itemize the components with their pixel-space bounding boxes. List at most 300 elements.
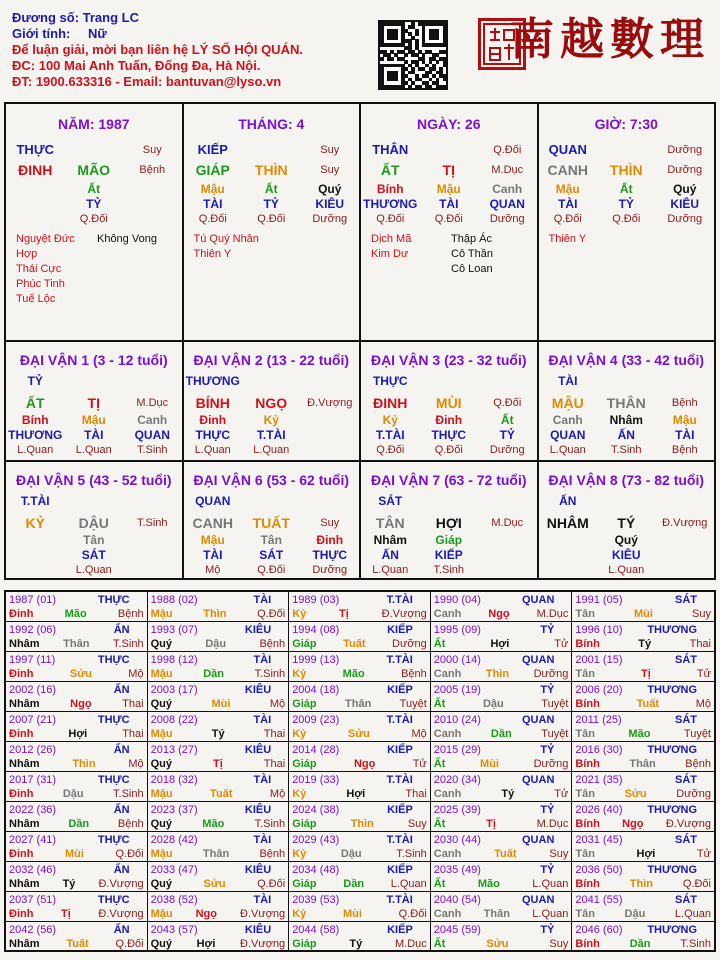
qr-code-icon[interactable] — [378, 20, 448, 90]
hidden-relation — [539, 563, 598, 578]
header-info — [12, 10, 303, 90]
year-phase: T.Sinh — [254, 818, 286, 830]
year-bottom — [292, 697, 427, 711]
hidden-ten-god: THƯƠNG — [363, 197, 418, 211]
dai-van-star-row — [184, 374, 360, 389]
hidden-ten-god: QUAN — [134, 428, 170, 442]
year-ten-god: TÀI — [253, 594, 272, 606]
year-cell[interactable] — [148, 862, 290, 892]
year-stem: Quý — [150, 638, 172, 650]
year-top — [9, 653, 144, 667]
pillar-title: GIỜ: 7:30 — [594, 116, 658, 132]
year-ten-god: QUAN — [522, 594, 555, 606]
year-cell[interactable] — [6, 772, 148, 802]
year-stem: Đinh — [9, 608, 34, 620]
year-top — [292, 833, 427, 847]
hidden-stems — [184, 182, 360, 227]
year-stem: Nhâm — [9, 878, 40, 890]
spacer — [420, 140, 479, 160]
year-phase: Q.Đối — [115, 848, 144, 860]
year-phase: Q.Đối — [257, 878, 286, 890]
year-bottom — [292, 667, 427, 681]
hidden-ten-god: ẤN — [381, 548, 399, 562]
year-stem: Đinh — [9, 848, 34, 860]
year-stem: Ất — [433, 698, 446, 710]
year-cell[interactable] — [6, 832, 148, 862]
year-cell[interactable] — [148, 682, 290, 712]
heavenly-stem: ẤT — [380, 162, 400, 178]
year-cell[interactable] — [431, 802, 573, 832]
year-cell[interactable] — [289, 592, 431, 622]
year-label: 1993 (07) — [150, 624, 198, 636]
hidden-stem: Ất — [500, 413, 514, 427]
year-cell[interactable] — [572, 742, 714, 772]
year-cell[interactable] — [148, 622, 290, 652]
life-phase: Bệnh — [671, 397, 698, 409]
hidden-stem: Kỷ — [382, 413, 398, 427]
year-cell[interactable] — [431, 712, 573, 742]
dai-van-1 — [6, 342, 184, 460]
hidden-stems — [6, 533, 182, 578]
year-branch: Sửu — [203, 878, 226, 890]
year-phase: Thai — [405, 788, 427, 800]
year-stem: Canh — [433, 728, 462, 740]
year-label: 1987 (01) — [9, 594, 57, 606]
year-ten-god: KIẾP — [387, 924, 413, 936]
year-branch: Ngọ — [70, 698, 92, 710]
year-branch: Sửu — [347, 728, 370, 740]
year-stem: Canh — [433, 668, 462, 680]
year-cell[interactable] — [148, 892, 290, 922]
year-stem: Tân — [575, 608, 595, 620]
year-bottom — [292, 847, 427, 861]
year-bottom — [434, 607, 569, 621]
year-label: 2038 (52) — [150, 894, 198, 906]
hidden-stems — [6, 182, 182, 227]
year-cell[interactable] — [572, 682, 714, 712]
hidden-relation: Q.Đối — [198, 213, 227, 225]
pillar-main-row — [361, 160, 537, 180]
year-ten-god: ẤN — [113, 744, 130, 756]
year-stem: Quý — [150, 758, 172, 770]
year-cell[interactable] — [289, 832, 431, 862]
hidden-ten-god: TÀI — [558, 197, 578, 211]
spirit-stars-left — [371, 232, 451, 277]
hidden-stem — [6, 533, 65, 548]
year-cell[interactable] — [289, 802, 431, 832]
life-phase: Đ.Vượng — [307, 397, 353, 409]
hidden-relation — [301, 443, 360, 458]
year-cell[interactable] — [289, 772, 431, 802]
year-label: 2041 (55) — [575, 894, 623, 906]
year-bottom — [434, 697, 569, 711]
year-cell[interactable] — [431, 922, 573, 952]
year-phase: Đ.Vượng — [240, 938, 286, 950]
year-stem: Kỷ — [292, 848, 307, 860]
hidden-relation: L.Quan — [75, 444, 112, 456]
year-cell[interactable] — [289, 712, 431, 742]
hidden-stem: Mậu — [200, 533, 225, 547]
year-cell[interactable] — [6, 592, 148, 622]
year-ten-god: KIẾP — [387, 804, 413, 816]
spacer — [123, 374, 182, 389]
year-cell[interactable] — [431, 892, 573, 922]
year-cell[interactable] — [431, 652, 573, 682]
hidden-ten-god: T.TÀI — [375, 428, 405, 442]
year-branch: Dần — [68, 818, 90, 830]
ten-god-label: THƯƠNG — [185, 374, 240, 388]
year-cell[interactable] — [6, 652, 148, 682]
year-cell[interactable] — [572, 592, 714, 622]
heavenly-stem: CANH — [547, 162, 588, 178]
year-phase: Suy — [549, 848, 569, 860]
hidden-relation: L.Quan — [17, 444, 54, 456]
year-label: 2017 (31) — [9, 774, 57, 786]
year-ten-god: SÁT — [675, 654, 697, 666]
hidden-ten-god: TỶ — [86, 197, 102, 211]
year-bottom — [575, 847, 711, 861]
year-cell[interactable] — [6, 922, 148, 952]
pillar-star-row — [539, 140, 715, 160]
hidden-ten-god: TỶ — [618, 197, 634, 211]
year-bottom — [292, 607, 427, 621]
year-label: 2019 (33) — [292, 774, 340, 786]
year-cell[interactable] — [572, 622, 714, 652]
year-branch: Thân — [63, 638, 90, 650]
year-top — [9, 863, 144, 877]
year-ten-god: ẤN — [113, 804, 130, 816]
year-cell[interactable] — [431, 682, 573, 712]
year-cell[interactable] — [431, 742, 573, 772]
hidden-ten-god: TÀI — [203, 548, 223, 562]
year-cell[interactable] — [6, 682, 148, 712]
year-bottom — [292, 937, 427, 951]
year-top — [292, 593, 427, 607]
earthly-branch: TUẤT — [252, 515, 290, 531]
dai-van-title: ĐẠI VẬN 2 (13 - 22 tuổi) — [193, 352, 350, 368]
spirit-star: Cô Loan — [451, 263, 493, 275]
year-bottom — [434, 907, 569, 921]
dai-van-4 — [539, 342, 715, 460]
year-bottom — [434, 937, 569, 951]
year-cell[interactable] — [289, 742, 431, 772]
hidden-relation: L.Quan — [75, 564, 112, 576]
dai-van-main-row — [6, 513, 182, 533]
year-phase: Suy — [549, 938, 569, 950]
year-cell[interactable] — [289, 862, 431, 892]
year-stem: Bính — [575, 758, 600, 770]
dai-van-star-row — [6, 374, 182, 389]
gender-value: Nữ — [87, 26, 107, 41]
dai-van-row-1 — [6, 342, 714, 462]
hidden-ten-god — [123, 548, 182, 563]
heavenly-stem: ẤT — [25, 395, 45, 411]
year-cell[interactable] — [572, 772, 714, 802]
year-phase: Tử — [696, 668, 711, 680]
year-branch: Tuất — [494, 848, 517, 860]
pillar-star-row — [184, 140, 360, 160]
year-cell[interactable] — [572, 802, 714, 832]
year-label: 2007 (21) — [9, 714, 57, 726]
year-bottom — [9, 907, 144, 921]
spirit-star: Cô Thần — [451, 248, 493, 260]
year-stem: Canh — [433, 908, 462, 920]
year-ten-god: TÀI — [253, 894, 272, 906]
year-stem: Quý — [150, 938, 172, 950]
year-label: 2003 (17) — [150, 684, 198, 696]
year-cell[interactable] — [289, 652, 431, 682]
year-cell[interactable] — [148, 772, 290, 802]
year-cell[interactable] — [572, 892, 714, 922]
year-ten-god: TÀI — [253, 774, 272, 786]
year-label: 2021 (35) — [575, 774, 623, 786]
ten-god-label: TỶ — [27, 374, 43, 388]
year-label: 2030 (44) — [433, 834, 481, 846]
year-top — [434, 623, 569, 637]
year-cell[interactable] — [148, 922, 290, 952]
hidden-stem: Bính — [21, 413, 49, 427]
hidden-ten-god — [6, 197, 65, 212]
spirit-star: Thái Cực — [16, 263, 62, 275]
earthly-branch: THÌN — [254, 162, 288, 178]
year-cell[interactable] — [6, 712, 148, 742]
year-branch: Hợi — [490, 638, 510, 650]
year-ten-god: SÁT — [675, 594, 697, 606]
year-cell[interactable] — [289, 622, 431, 652]
year-cell[interactable] — [148, 592, 290, 622]
year-phase: Bệnh — [259, 848, 286, 860]
spacer — [242, 140, 301, 160]
dai-van-6 — [184, 462, 362, 578]
year-stem: Quý — [150, 818, 172, 830]
dai-van-title: ĐẠI VẬN 6 (53 - 62 tuổi) — [193, 472, 350, 488]
year-cell[interactable] — [572, 652, 714, 682]
year-branch: Dậu — [624, 908, 646, 920]
spirit-stars-right — [629, 232, 709, 247]
spirit-star: Tuế Lộc — [16, 293, 56, 305]
year-branch: Sửu — [486, 938, 509, 950]
year-bottom — [9, 637, 144, 651]
year-bottom — [9, 727, 144, 741]
year-stem: Ất — [433, 818, 446, 830]
year-stem: Giáp — [292, 758, 317, 770]
year-phase: L.Quan — [532, 878, 569, 890]
year-cell[interactable] — [431, 592, 573, 622]
hidden-stem — [539, 533, 598, 548]
year-branch: Dần — [629, 938, 651, 950]
year-phase: Suy — [692, 608, 711, 620]
year-cell[interactable] — [6, 742, 148, 772]
year-bottom — [292, 727, 427, 741]
year-label: 2013 (27) — [150, 744, 198, 756]
year-label: 2039 (53) — [292, 894, 340, 906]
year-ten-god: TÀI — [253, 834, 272, 846]
hidden-relation: Q.Đối — [79, 213, 108, 225]
year-cell[interactable] — [6, 892, 148, 922]
year-stem: Mậu — [150, 608, 173, 620]
spirit-stars — [194, 232, 354, 262]
year-cell[interactable] — [572, 712, 714, 742]
year-bottom — [151, 847, 286, 861]
year-branch: Thân — [629, 758, 656, 770]
year-top — [434, 833, 569, 847]
hidden-stem: Canh — [552, 413, 583, 427]
year-top — [151, 653, 286, 667]
year-branch: Tý — [211, 728, 225, 740]
year-cell[interactable] — [431, 622, 573, 652]
year-top — [292, 893, 427, 907]
spirit-star: Thiên Y — [548, 233, 587, 245]
year-top — [292, 773, 427, 787]
year-branch: Thìn — [629, 878, 653, 890]
hidden-ten-god — [301, 428, 360, 443]
hidden-stem: Ất — [87, 182, 101, 196]
dai-van-5 — [6, 462, 184, 578]
year-cell[interactable] — [148, 652, 290, 682]
spacer — [65, 374, 124, 389]
spacer — [65, 494, 124, 509]
year-bottom — [9, 817, 144, 831]
hidden-stem: Canh — [492, 182, 523, 196]
year-stem: Kỷ — [292, 788, 307, 800]
year-bottom — [575, 667, 711, 681]
year-phase: M.Dục — [536, 608, 569, 620]
year-ten-god: TỶ — [540, 924, 555, 936]
hidden-relation — [6, 212, 65, 227]
spacer — [597, 494, 656, 509]
year-bottom — [575, 907, 711, 921]
year-cell[interactable] — [431, 832, 573, 862]
hidden-stem — [478, 533, 537, 548]
year-label: 1998 (12) — [150, 654, 198, 666]
heavenly-stem: MẬU — [551, 395, 584, 411]
year-stem: Nhâm — [9, 638, 40, 650]
year-cell[interactable] — [148, 742, 290, 772]
earthly-branch: HỢI — [435, 515, 462, 531]
spirit-star: Tú Quý Nhân — [193, 233, 259, 245]
year-phase: Thai — [263, 758, 286, 770]
hidden-stems — [361, 533, 537, 578]
year-phase: Mộ — [269, 788, 286, 800]
year-stem: Đinh — [9, 908, 34, 920]
year-ten-god: QUAN — [522, 714, 555, 726]
year-phase: T.Sinh — [680, 938, 711, 950]
year-bottom — [292, 637, 427, 651]
year-label: 2026 (40) — [575, 804, 623, 816]
brand-calligraphy-logo: 南越數理 — [510, 14, 710, 65]
year-cell[interactable] — [6, 802, 148, 832]
pillar-star-row — [361, 140, 537, 160]
year-cell[interactable] — [289, 892, 431, 922]
year-stem: Giáp — [292, 878, 317, 890]
year-phase: Thai — [122, 698, 144, 710]
year-top — [151, 803, 286, 817]
year-label: 2029 (43) — [292, 834, 340, 846]
year-cell[interactable] — [289, 922, 431, 952]
year-phase: Bệnh — [259, 638, 286, 650]
earthly-branch: MÃO — [77, 162, 111, 178]
year-ten-god: TỶ — [540, 804, 555, 816]
hidden-relation: Dưỡng — [312, 564, 348, 576]
year-cell[interactable] — [148, 712, 290, 742]
year-cell[interactable] — [431, 862, 573, 892]
year-cell[interactable] — [572, 922, 714, 952]
year-cell[interactable] — [6, 622, 148, 652]
year-cell[interactable] — [572, 862, 714, 892]
year-stem: Ất — [433, 878, 446, 890]
year-ten-god: THỰC — [97, 894, 130, 906]
hidden-ten-god: KIÊU — [670, 197, 700, 211]
year-top — [575, 863, 711, 877]
year-label: 2023 (37) — [150, 804, 198, 816]
hidden-ten-god: TÀI — [675, 428, 695, 442]
year-branch: Hợi — [196, 938, 216, 950]
year-phase: Tử — [554, 788, 569, 800]
earthly-branch: TỊ — [87, 395, 100, 411]
year-label: 2002 (16) — [9, 684, 57, 696]
year-stem: Kỷ — [292, 728, 307, 740]
ten-god-label: KIẾP — [197, 142, 228, 157]
ten-god-label: THÂN — [372, 142, 409, 157]
year-phase: Đ.Vượng — [98, 878, 144, 890]
year-branch: Dần — [343, 878, 365, 890]
year-top — [151, 623, 286, 637]
dai-van-3 — [361, 342, 539, 460]
year-cell[interactable] — [6, 862, 148, 892]
year-label: 1990 (04) — [433, 594, 481, 606]
year-cell[interactable] — [289, 682, 431, 712]
year-top — [292, 923, 427, 937]
pillar-title: NGÀY: 26 — [416, 116, 481, 132]
year-ten-god: KIÊU — [244, 684, 272, 696]
year-top — [434, 713, 569, 727]
year-branch: Ngọ — [353, 758, 376, 770]
hidden-stems — [539, 182, 715, 227]
year-top — [9, 713, 144, 727]
year-cell[interactable] — [148, 802, 290, 832]
year-top — [575, 623, 711, 637]
year-label: 2044 (58) — [292, 924, 340, 936]
year-stem: Canh — [433, 788, 462, 800]
heavenly-stem: TÂN — [375, 515, 405, 531]
year-cell[interactable] — [431, 772, 573, 802]
year-phase: Mộ — [411, 728, 427, 740]
year-stem: Ất — [433, 938, 446, 950]
year-bottom — [151, 907, 286, 921]
year-cell[interactable] — [572, 832, 714, 862]
year-phase: Q.Đối — [398, 908, 427, 920]
hidden-relation — [123, 563, 182, 578]
hidden-stems — [184, 413, 360, 458]
hidden-relation: Q.Đối — [612, 213, 641, 225]
earthly-branch: TỊ — [442, 162, 455, 178]
year-bottom — [434, 637, 569, 651]
year-top — [9, 833, 144, 847]
year-label: 2043 (57) — [150, 924, 198, 936]
hidden-ten-god — [478, 548, 537, 563]
year-cell[interactable] — [148, 832, 290, 862]
year-branch: Dần — [203, 668, 224, 680]
year-label: 2018 (32) — [150, 774, 198, 786]
year-top — [434, 803, 569, 817]
year-bottom — [292, 907, 427, 921]
spacer — [478, 494, 537, 509]
dai-van-row-2 — [6, 462, 714, 578]
year-top — [434, 653, 569, 667]
year-label: 2001 (15) — [575, 654, 623, 666]
year-branch: Hợi — [346, 788, 366, 800]
year-bottom — [151, 727, 286, 741]
